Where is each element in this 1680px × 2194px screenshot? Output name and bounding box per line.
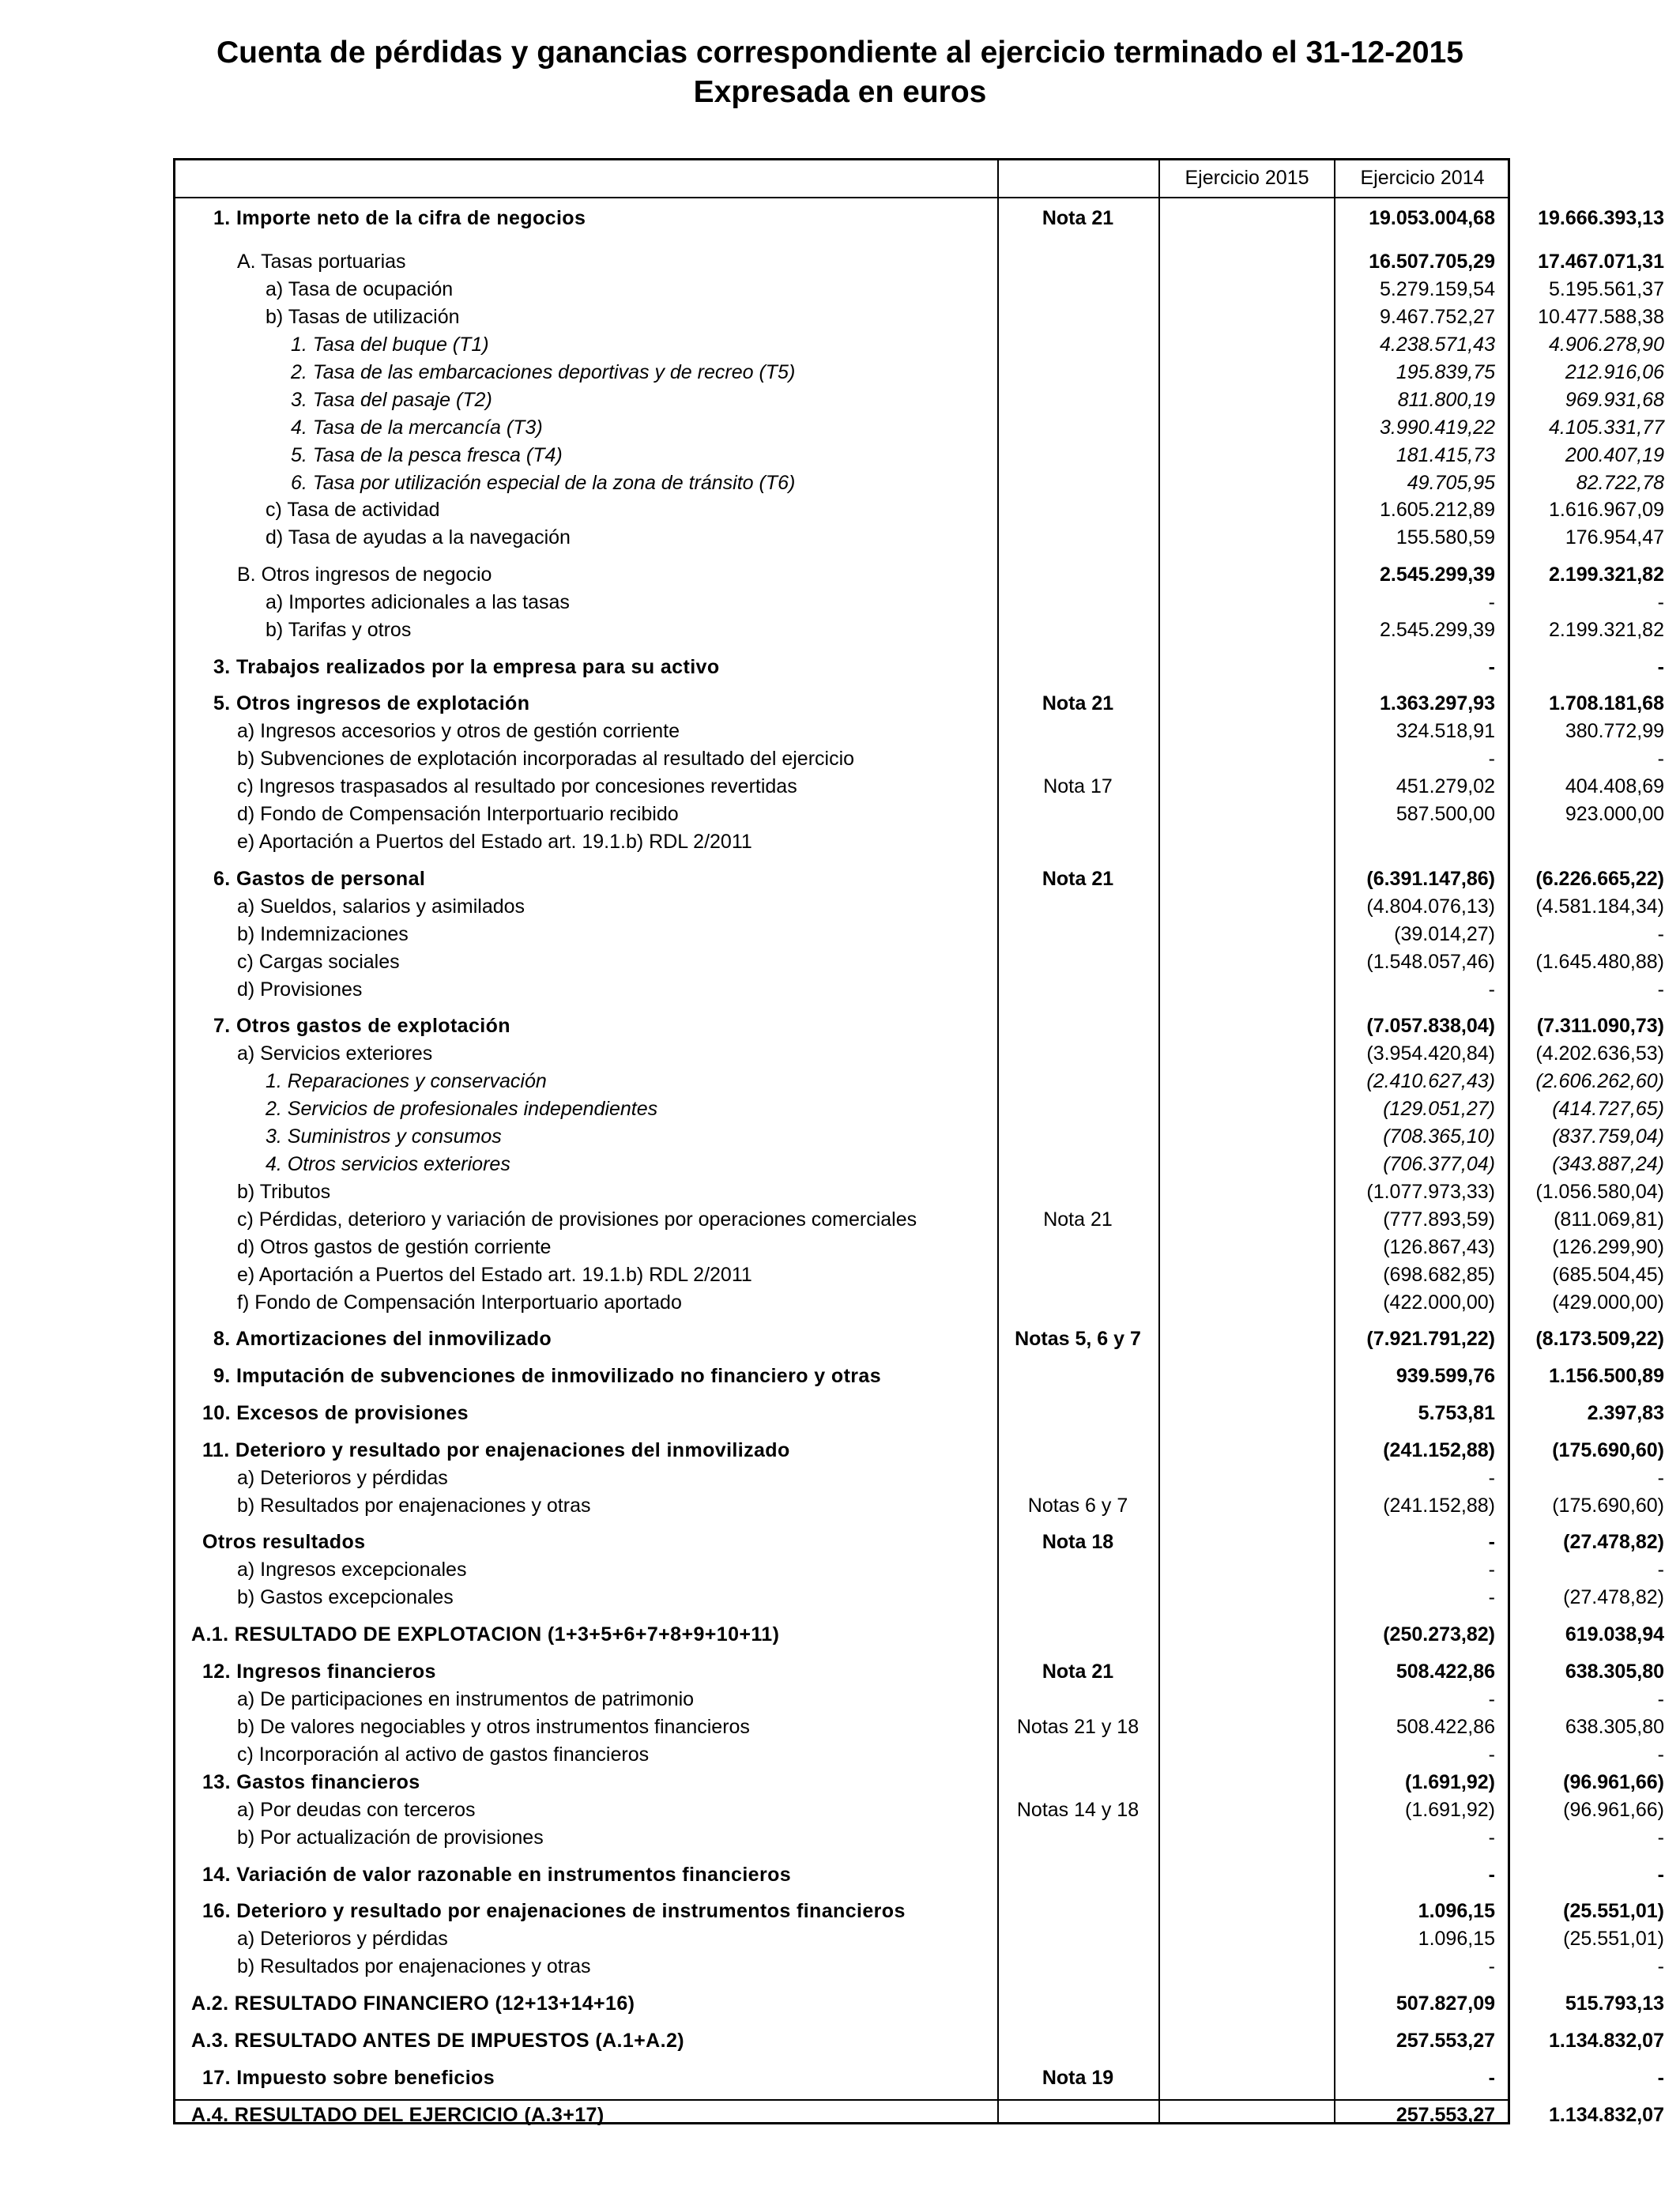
table-row <box>175 1741 1664 1768</box>
row-note: Nota 21 <box>1042 868 1114 890</box>
row-label: a) Por deudas con terceros <box>237 1799 476 1821</box>
row-label: 6. Gastos de personal <box>213 868 426 890</box>
table-row <box>175 1796 1664 1823</box>
row-value-2015: 324.518,91 <box>1396 720 1495 742</box>
row-label: A.3. RESULTADO ANTES DE IMPUESTOS (A.1+A.2) <box>191 2030 684 2052</box>
row-value-2015: 9.467.752,27 <box>1380 306 1495 328</box>
row-value-2015: 1.605.212,89 <box>1380 499 1495 521</box>
row-label: 14. Variación de valor razonable en instrumentos financieros <box>202 1864 792 1886</box>
title-line-2: Expresada en euros <box>693 75 987 109</box>
table-row <box>175 1151 1664 1178</box>
row-label: 3. Tasa del pasaje (T2) <box>291 389 492 411</box>
table-row <box>175 303 1664 330</box>
table-row <box>175 205 1664 232</box>
table-row <box>175 1095 1664 1122</box>
row-label: d) Provisiones <box>237 978 363 1001</box>
row-label: e) Aportación a Puertos del Estado art. 19.1.b) RDL 2/2011 <box>237 1264 752 1286</box>
row-label: e) Aportación a Puertos del Estado art. 19.1.b) RDL 2/2011 <box>237 831 752 853</box>
row-value-2015: (250.273,82) <box>1383 1623 1495 1646</box>
table-row <box>175 1492 1664 1519</box>
row-value-2015: 4.238.571,43 <box>1380 334 1495 356</box>
row-value-2014: - <box>1657 1864 1664 1886</box>
row-note: Nota 21 <box>1042 692 1114 714</box>
row-value-2014: - <box>1657 748 1664 770</box>
row-note: Nota 21 <box>1042 1661 1114 1683</box>
row-value-2015: - <box>1488 656 1495 678</box>
row-value-2014: (8.173.509,22) <box>1535 1328 1664 1350</box>
row-label: A.1. RESULTADO DE EXPLOTACION (1+3+5+6+7+8+9+10+11) <box>191 1623 780 1646</box>
row-value-2015: - <box>1488 591 1495 613</box>
row-value-2014: - <box>1657 1826 1664 1849</box>
row-value-2015: - <box>1488 1826 1495 1849</box>
table-row <box>175 773 1664 800</box>
row-label: c) Ingresos traspasados al resultado por concesiones revertidas <box>237 775 797 797</box>
row-value-2015: (1.691,92) <box>1405 1771 1495 1793</box>
table-row <box>175 1040 1664 1067</box>
row-value-2014: - <box>1657 1744 1664 1766</box>
row-label: d) Tasa de ayudas a la navegación <box>266 526 571 548</box>
row-value-2014: (7.311.090,73) <box>1536 1015 1664 1037</box>
row-value-2014: 1.134.832,07 <box>1549 2104 1664 2126</box>
row-value-2015: 257.553,27 <box>1396 2104 1495 2126</box>
row-label: 2. Servicios de profesionales independientes <box>266 1098 658 1120</box>
row-value-2015: (1.548.057,46) <box>1366 951 1495 973</box>
row-value-2015: 181.415,73 <box>1396 444 1495 466</box>
table-row <box>175 1465 1664 1491</box>
row-label: b) Resultados por enajenaciones y otras <box>237 1495 591 1517</box>
row-note: Nota 21 <box>1042 207 1114 229</box>
title-line-1: Cuenta de pérdidas y ganancias correspondiente al ejercicio terminado el 31-12-2015 <box>217 36 1463 70</box>
row-label: b) Tasas de utilización <box>266 306 460 328</box>
row-value-2015: (129.051,27) <box>1383 1098 1495 1120</box>
row-value-2015: 195.839,75 <box>1396 361 1495 383</box>
row-label: 13. Gastos financieros <box>202 1771 420 1793</box>
row-value-2015: - <box>1488 1688 1495 1710</box>
table-row <box>175 276 1664 303</box>
row-label: b) Tarifas y otros <box>266 619 412 641</box>
table-row <box>175 1713 1664 1740</box>
table-row <box>175 1363 1664 1389</box>
row-value-2014: 1.156.500,89 <box>1549 1365 1664 1387</box>
row-value-2015: (1.077.973,33) <box>1366 1181 1495 1203</box>
row-value-2015: - <box>1488 1955 1495 1977</box>
row-label: c) Pérdidas, deterioro y variación de provisiones por operaciones comerciales <box>237 1208 917 1231</box>
row-label: a) Importes adicionales a las tasas <box>266 591 570 613</box>
header-ejercicio-2014: Ejercicio 2014 <box>1360 167 1485 189</box>
row-value-2015: 939.599,76 <box>1396 1365 1495 1387</box>
row-value-2015: 257.553,27 <box>1396 2030 1495 2052</box>
row-label: c) Incorporación al activo de gastos financieros <box>237 1744 650 1766</box>
table-row <box>175 1261 1664 1288</box>
row-value-2015: (241.152,88) <box>1383 1439 1495 1461</box>
row-label: f) Fondo de Compensación Interportuario aportado <box>237 1291 682 1314</box>
row-value-2014: 2.397,83 <box>1587 1402 1664 1424</box>
row-note: Nota 17 <box>1043 775 1113 797</box>
row-value-2015: 16.507.705,29 <box>1369 251 1495 273</box>
row-label: 7. Otros gastos de explotación <box>213 1015 510 1037</box>
row-value-2014: 923.000,00 <box>1565 803 1664 825</box>
page-title <box>0 33 1680 112</box>
row-value-2015: - <box>1488 1559 1495 1581</box>
row-label: 9. Imputación de subvenciones de inmovilizado no financiero y otras <box>213 1365 882 1387</box>
table-row <box>175 1953 1664 1980</box>
row-value-2015: 1.363.297,93 <box>1380 692 1495 714</box>
table-row <box>175 1206 1664 1233</box>
row-value-2014: (837.759,04) <box>1552 1125 1664 1148</box>
row-value-2014: 380.772,99 <box>1565 720 1664 742</box>
row-value-2015: - <box>1488 1586 1495 1608</box>
row-value-2015: 451.279,02 <box>1396 775 1495 797</box>
row-value-2014: - <box>1657 656 1664 678</box>
row-note: Nota 18 <box>1042 1531 1114 1553</box>
table-row <box>175 524 1664 551</box>
row-label: d) Fondo de Compensación Interportuario recibido <box>237 803 679 825</box>
row-value-2014: (126.299,90) <box>1552 1236 1664 1258</box>
row-value-2015: 508.422,86 <box>1396 1716 1495 1738</box>
row-value-2014: (96.961,66) <box>1563 1799 1664 1821</box>
table-row <box>175 1012 1664 1039</box>
row-label: 5. Otros ingresos de explotación <box>213 692 530 714</box>
table-row <box>175 561 1664 588</box>
row-value-2015: 2.545.299,39 <box>1380 564 1495 586</box>
row-label: 17. Impuesto sobre beneficios <box>202 2067 495 2089</box>
row-value-2014: (4.581.184,34) <box>1535 895 1664 918</box>
table-row <box>175 1400 1664 1427</box>
row-value-2014: (343.887,24) <box>1552 1153 1664 1175</box>
row-value-2015: (39.014,27) <box>1394 923 1495 945</box>
row-value-2014: (175.690,60) <box>1552 1495 1664 1517</box>
row-value-2015: (7.921.791,22) <box>1366 1328 1495 1350</box>
table-row <box>175 2102 1664 2128</box>
row-value-2014: (2.606.262,60) <box>1535 1070 1664 1092</box>
table-row <box>175 921 1664 948</box>
table-row <box>175 1584 1664 1611</box>
row-value-2015: 5.279.159,54 <box>1380 278 1495 300</box>
row-value-2014: (1.056.580,04) <box>1535 1181 1664 1203</box>
row-label: 5. Tasa de la pesca fresca (T4) <box>291 444 563 466</box>
row-value-2015: 5.753,81 <box>1418 1402 1495 1424</box>
row-label: a) De participaciones en instrumentos de patrimonio <box>237 1688 695 1710</box>
row-label: 1. Importe neto de la cifra de negocios <box>213 207 586 229</box>
row-value-2014: (811.069,81) <box>1554 1208 1664 1231</box>
row-value-2015: 587.500,00 <box>1396 803 1495 825</box>
row-value-2015: (777.893,59) <box>1383 1208 1495 1231</box>
row-value-2015: 1.096,15 <box>1418 1928 1495 1950</box>
row-value-2014: 619.038,94 <box>1565 1623 1664 1646</box>
table-row <box>175 1556 1664 1583</box>
row-label: b) Resultados por enajenaciones y otras <box>237 1955 591 1977</box>
row-value-2014: 200.407,19 <box>1565 444 1664 466</box>
row-value-2014: 638.305,80 <box>1565 1661 1664 1683</box>
row-label: A.2. RESULTADO FINANCIERO (12+13+14+16) <box>191 1992 635 2015</box>
table-row <box>175 718 1664 745</box>
row-value-2015: - <box>1488 1467 1495 1489</box>
row-value-2014: 5.195.561,37 <box>1549 278 1664 300</box>
row-value-2015: (708.365,10) <box>1383 1125 1495 1148</box>
table-row <box>175 690 1664 717</box>
row-value-2015: - <box>1488 2067 1495 2089</box>
row-label: a) Sueldos, salarios y asimilados <box>237 895 525 918</box>
row-label: b) Tributos <box>237 1181 331 1203</box>
row-note: Notas 14 y 18 <box>1016 1799 1139 1821</box>
row-value-2014: - <box>1657 1688 1664 1710</box>
table-row <box>175 1068 1664 1095</box>
table-row <box>175 1621 1664 1648</box>
header-ejercicio-2015: Ejercicio 2015 <box>1185 167 1309 189</box>
row-value-2014: - <box>1657 1955 1664 1977</box>
table-row <box>175 1178 1664 1205</box>
row-label: 12. Ingresos financieros <box>202 1661 436 1683</box>
row-value-2015: (3.954.420,84) <box>1366 1042 1495 1065</box>
row-label: a) Ingresos accesorios y otros de gestión corriente <box>237 720 680 742</box>
row-value-2014: (1.645.480,88) <box>1535 951 1664 973</box>
row-value-2014: (6.226.665,22) <box>1535 868 1664 890</box>
row-value-2014: 638.305,80 <box>1565 1716 1664 1738</box>
table-row <box>175 1824 1664 1851</box>
row-label: b) Gastos excepcionales <box>237 1586 454 1608</box>
row-value-2014: - <box>1657 1559 1664 1581</box>
row-value-2014: 4.906.278,90 <box>1549 334 1664 356</box>
row-value-2014: - <box>1657 923 1664 945</box>
table-row <box>175 745 1664 772</box>
result-divider <box>173 2099 1510 2101</box>
row-label: b) Indemnizaciones <box>237 923 409 945</box>
row-value-2015: 155.580,59 <box>1396 526 1495 548</box>
table-row <box>175 2027 1664 2054</box>
row-label: Otros resultados <box>202 1531 366 1553</box>
row-value-2014: 1.708.181,68 <box>1549 692 1664 714</box>
row-note: Notas 21 y 18 <box>1016 1716 1139 1738</box>
row-label: B. Otros ingresos de negocio <box>237 564 492 586</box>
table-row <box>175 1686 1664 1713</box>
row-value-2015: 3.990.419,22 <box>1380 417 1495 439</box>
table-row <box>175 801 1664 827</box>
table-row <box>175 1898 1664 1924</box>
row-value-2014: (27.478,82) <box>1563 1586 1664 1608</box>
row-label: 6. Tasa por utilización especial de la zona de tránsito (T6) <box>291 472 796 494</box>
row-value-2015: (241.152,88) <box>1383 1495 1495 1517</box>
table-row <box>175 496 1664 523</box>
row-label: 1. Reparaciones y conservación <box>266 1070 547 1092</box>
row-value-2015: 19.053.004,68 <box>1369 207 1495 229</box>
row-value-2014: 82.722,78 <box>1576 472 1664 494</box>
row-value-2015: (2.410.627,43) <box>1366 1070 1495 1092</box>
row-label: 8. Amortizaciones del inmovilizado <box>213 1328 552 1350</box>
table-row <box>175 1769 1664 1796</box>
row-value-2014: 17.467.071,31 <box>1538 251 1664 273</box>
row-value-2014: (27.478,82) <box>1563 1531 1664 1553</box>
table-row <box>175 1925 1664 1952</box>
row-value-2015: - <box>1488 978 1495 1001</box>
table-row <box>175 442 1664 469</box>
row-value-2014: (175.690,60) <box>1552 1439 1664 1461</box>
row-value-2014: 176.954,47 <box>1565 526 1664 548</box>
row-label: 11. Deterioro y resultado por enajenaciones del inmovilizado <box>202 1439 790 1461</box>
row-note: Notas 6 y 7 <box>1027 1495 1128 1517</box>
row-value-2014: 4.105.331,77 <box>1549 417 1664 439</box>
row-label: A.4. RESULTADO DEL EJERCICIO (A.3+17) <box>191 2104 605 2126</box>
row-label: 4. Tasa de la mercancía (T3) <box>291 417 543 439</box>
row-label: b) Subvenciones de explotación incorporadas al resultado del ejercicio <box>237 748 855 770</box>
table-row <box>175 414 1664 441</box>
row-label: c) Tasa de actividad <box>266 499 440 521</box>
row-value-2015: 507.827,09 <box>1396 1992 1495 2015</box>
row-value-2014: (96.961,66) <box>1563 1771 1664 1793</box>
table-row <box>175 589 1664 616</box>
table-row <box>175 2064 1664 2091</box>
table-row <box>175 948 1664 975</box>
row-value-2015: - <box>1488 1744 1495 1766</box>
table-row <box>175 976 1664 1003</box>
row-value-2014: (25.551,01) <box>1563 1928 1664 1950</box>
row-value-2014: 2.199.321,82 <box>1549 619 1664 641</box>
table-row <box>175 865 1664 892</box>
row-label: a) Servicios exteriores <box>237 1042 433 1065</box>
row-label: a) Tasa de ocupación <box>266 278 454 300</box>
row-value-2015: 811.800,19 <box>1397 389 1495 411</box>
row-value-2015: - <box>1488 1531 1495 1553</box>
row-note: Notas 5, 6 y 7 <box>1015 1328 1141 1350</box>
table-row <box>175 1990 1664 2017</box>
row-value-2015: (7.057.838,04) <box>1366 1015 1495 1037</box>
row-value-2015: (698.682,85) <box>1383 1264 1495 1286</box>
row-value-2015: - <box>1488 1864 1495 1886</box>
row-value-2014: - <box>1657 1467 1664 1489</box>
row-label: 3. Suministros y consumos <box>266 1125 502 1148</box>
row-value-2014: 2.199.321,82 <box>1549 564 1664 586</box>
row-value-2014: (414.727,65) <box>1552 1098 1664 1120</box>
row-value-2015: (126.867,43) <box>1383 1236 1495 1258</box>
row-value-2014: - <box>1657 591 1664 613</box>
table-row <box>175 1325 1664 1352</box>
row-label: a) Deterioros y pérdidas <box>237 1467 448 1489</box>
row-value-2015: (6.391.147,86) <box>1366 868 1495 890</box>
table-row <box>175 1861 1664 1888</box>
row-label: 1. Tasa del buque (T1) <box>291 334 489 356</box>
table-row <box>175 654 1664 680</box>
row-label: c) Cargas sociales <box>237 951 400 973</box>
row-value-2014: (429.000,00) <box>1552 1291 1664 1314</box>
row-value-2015: (422.000,00) <box>1383 1291 1495 1314</box>
row-value-2015: (706.377,04) <box>1383 1153 1495 1175</box>
row-note: Nota 21 <box>1043 1208 1113 1231</box>
row-value-2014: - <box>1657 978 1664 1001</box>
table-row <box>175 359 1664 386</box>
row-value-2014: (25.551,01) <box>1563 1900 1664 1922</box>
row-value-2015: - <box>1488 748 1495 770</box>
row-value-2014: 19.666.393,13 <box>1538 207 1664 229</box>
row-value-2014: 969.931,68 <box>1565 389 1664 411</box>
row-label: a) Ingresos excepcionales <box>237 1559 467 1581</box>
row-label: A. Tasas portuarias <box>237 251 406 273</box>
table-row <box>175 828 1508 855</box>
row-value-2014: 10.477.588,38 <box>1538 306 1664 328</box>
row-value-2015: 508.422,86 <box>1396 1661 1495 1683</box>
row-value-2014: 404.408,69 <box>1565 775 1664 797</box>
table-row <box>175 1658 1664 1685</box>
row-label: 10. Excesos de provisiones <box>202 1402 469 1424</box>
row-value-2014: - <box>1657 2067 1664 2089</box>
table-row <box>175 1234 1664 1261</box>
table-row <box>175 386 1664 413</box>
table-row <box>175 248 1664 275</box>
row-label: d) Otros gastos de gestión corriente <box>237 1236 552 1258</box>
row-value-2014: 212.916,06 <box>1565 361 1664 383</box>
row-value-2014: 515.793,13 <box>1565 1992 1664 2015</box>
table-row <box>175 616 1664 643</box>
table-row <box>175 1529 1664 1555</box>
row-value-2014: 1.616.967,09 <box>1549 499 1664 521</box>
table-row <box>175 1437 1664 1464</box>
row-note: Nota 19 <box>1042 2067 1114 2089</box>
row-value-2015: 1.096,15 <box>1418 1900 1495 1922</box>
row-label: b) De valores negociables y otros instrumentos financieros <box>237 1716 750 1738</box>
row-value-2015: (1.691,92) <box>1405 1799 1495 1821</box>
table-row <box>175 331 1664 358</box>
row-value-2015: (4.804.076,13) <box>1366 895 1495 918</box>
row-value-2014: (685.504,45) <box>1552 1264 1664 1286</box>
row-label: b) Por actualización de provisiones <box>237 1826 544 1849</box>
row-label: 3. Trabajos realizados por la empresa para su activo <box>213 656 720 678</box>
table-row <box>175 469 1664 496</box>
row-value-2014: 1.134.832,07 <box>1549 2030 1664 2052</box>
row-label: 16. Deterioro y resultado por enajenaciones de instrumentos financieros <box>202 1900 906 1922</box>
row-label: 2. Tasa de las embarcaciones deportivas y de recreo (T5) <box>291 361 796 383</box>
row-value-2015: 49.705,95 <box>1407 472 1495 494</box>
table-row <box>175 1289 1664 1316</box>
table-row <box>175 893 1664 920</box>
row-label: 4. Otros servicios exteriores <box>266 1153 510 1175</box>
table-row <box>175 1123 1664 1150</box>
row-value-2014: (4.202.636,53) <box>1535 1042 1664 1065</box>
row-label: a) Deterioros y pérdidas <box>237 1928 448 1950</box>
row-value-2015: 2.545.299,39 <box>1380 619 1495 641</box>
